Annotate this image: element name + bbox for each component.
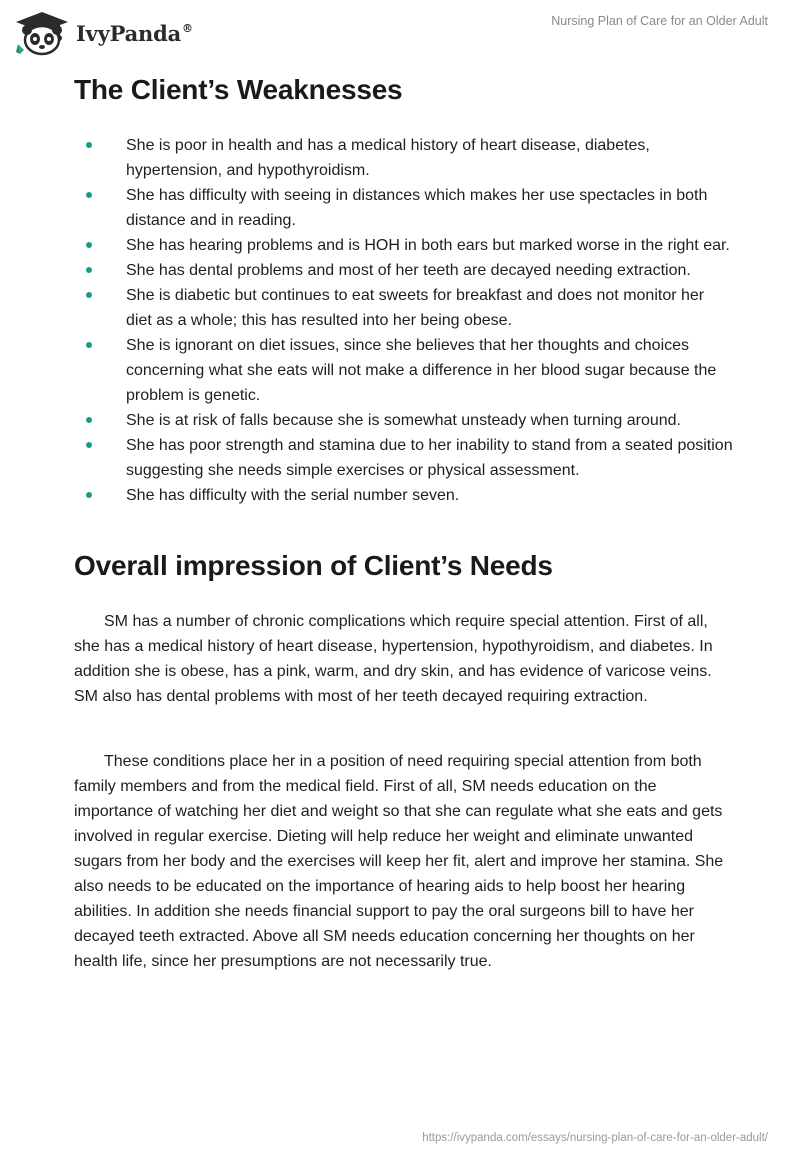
source-url[interactable]: https://ivypanda.com/essays/nursing-plan-of-care-for-an-older-adult/ — [422, 1132, 768, 1144]
list-item: She is diabetic but continues to eat sweets for breakfast and does not monitor her diet as a whole; this has resulted into her being obese. — [74, 283, 734, 333]
bullet-dot-icon — [86, 292, 92, 298]
list-item: She is ignorant on diet issues, since she believes that her thoughts and choices concerning what she eats will not make a difference in her blood sugar because the problem is genetic. — [74, 333, 734, 408]
panda-graduate-icon — [14, 10, 70, 56]
list-item: She is poor in health and has a medical history of heart disease, diabetes, hypertension, and hypothyroidism. — [74, 133, 734, 183]
list-item: She has dental problems and most of her teeth are decayed needing extraction. — [74, 258, 734, 283]
list-item: She has difficulty with seeing in distances which makes her use spectacles in both distance and in reading. — [74, 183, 734, 233]
document-title: Nursing Plan of Care for an Older Adult — [551, 14, 768, 28]
needs-paragraph-2: These conditions place her in a position of need requiring special attention from both family members and from the medical field. First of all, SM needs education on the importance of watching her diet and weight so that she can regulate what she eats and gets involved in regular exercise. Dieting will help reduce her weight and eliminate unwanted sugars from her body and the exercises will keep her fit, alert and improve her stamina. She also needs to be educated on the importance of hearing aids to help boost her hearing abilities. In addition she needs financial support to pay the oral surgeons bill to have her decayed teeth extracted. Above all SM needs education concerning her thoughts on her health life, since her presumptions are not necessarily true. — [74, 753, 724, 970]
list-item: She is at risk of falls because she is somewhat unsteady when turning around. — [74, 408, 734, 433]
weaknesses-list — [74, 133, 734, 508]
weaknesses-heading: The Client’s Weaknesses — [74, 74, 403, 105]
ivypanda-logo[interactable] — [14, 10, 193, 56]
bullet-dot-icon — [86, 142, 92, 148]
list-item: She has poor strength and stamina due to her inability to stand from a seated position suggesting she needs simple exercises or physical assessment. — [74, 433, 734, 483]
page-header — [0, 0, 800, 60]
bullet-dot-icon — [86, 192, 92, 198]
bullet-dot-icon — [86, 442, 92, 448]
brand-name: IvyPanda® — [76, 20, 193, 46]
list-item: She has difficulty with the serial number seven. — [74, 483, 734, 508]
needs-heading: Overall impression of Client’s Needs — [74, 550, 553, 581]
bullet-dot-icon — [86, 417, 92, 423]
bullet-dot-icon — [86, 342, 92, 348]
bullet-dot-icon — [86, 242, 92, 248]
needs-paragraph-1: SM has a number of chronic complications which require special attention. First of all, she has a medical history of heart disease, hypertension, hypothyroidism, and diabetes. In addition she is obese, has a pink, warm, and dry skin, and has evidence of varicose veins. SM also has dental problems with most of her teeth decayed requiring extraction. — [74, 613, 713, 705]
bullet-dot-icon — [86, 267, 92, 273]
bullet-dot-icon — [86, 492, 92, 498]
list-item: She has hearing problems and is HOH in both ears but marked worse in the right ear. — [74, 233, 734, 258]
